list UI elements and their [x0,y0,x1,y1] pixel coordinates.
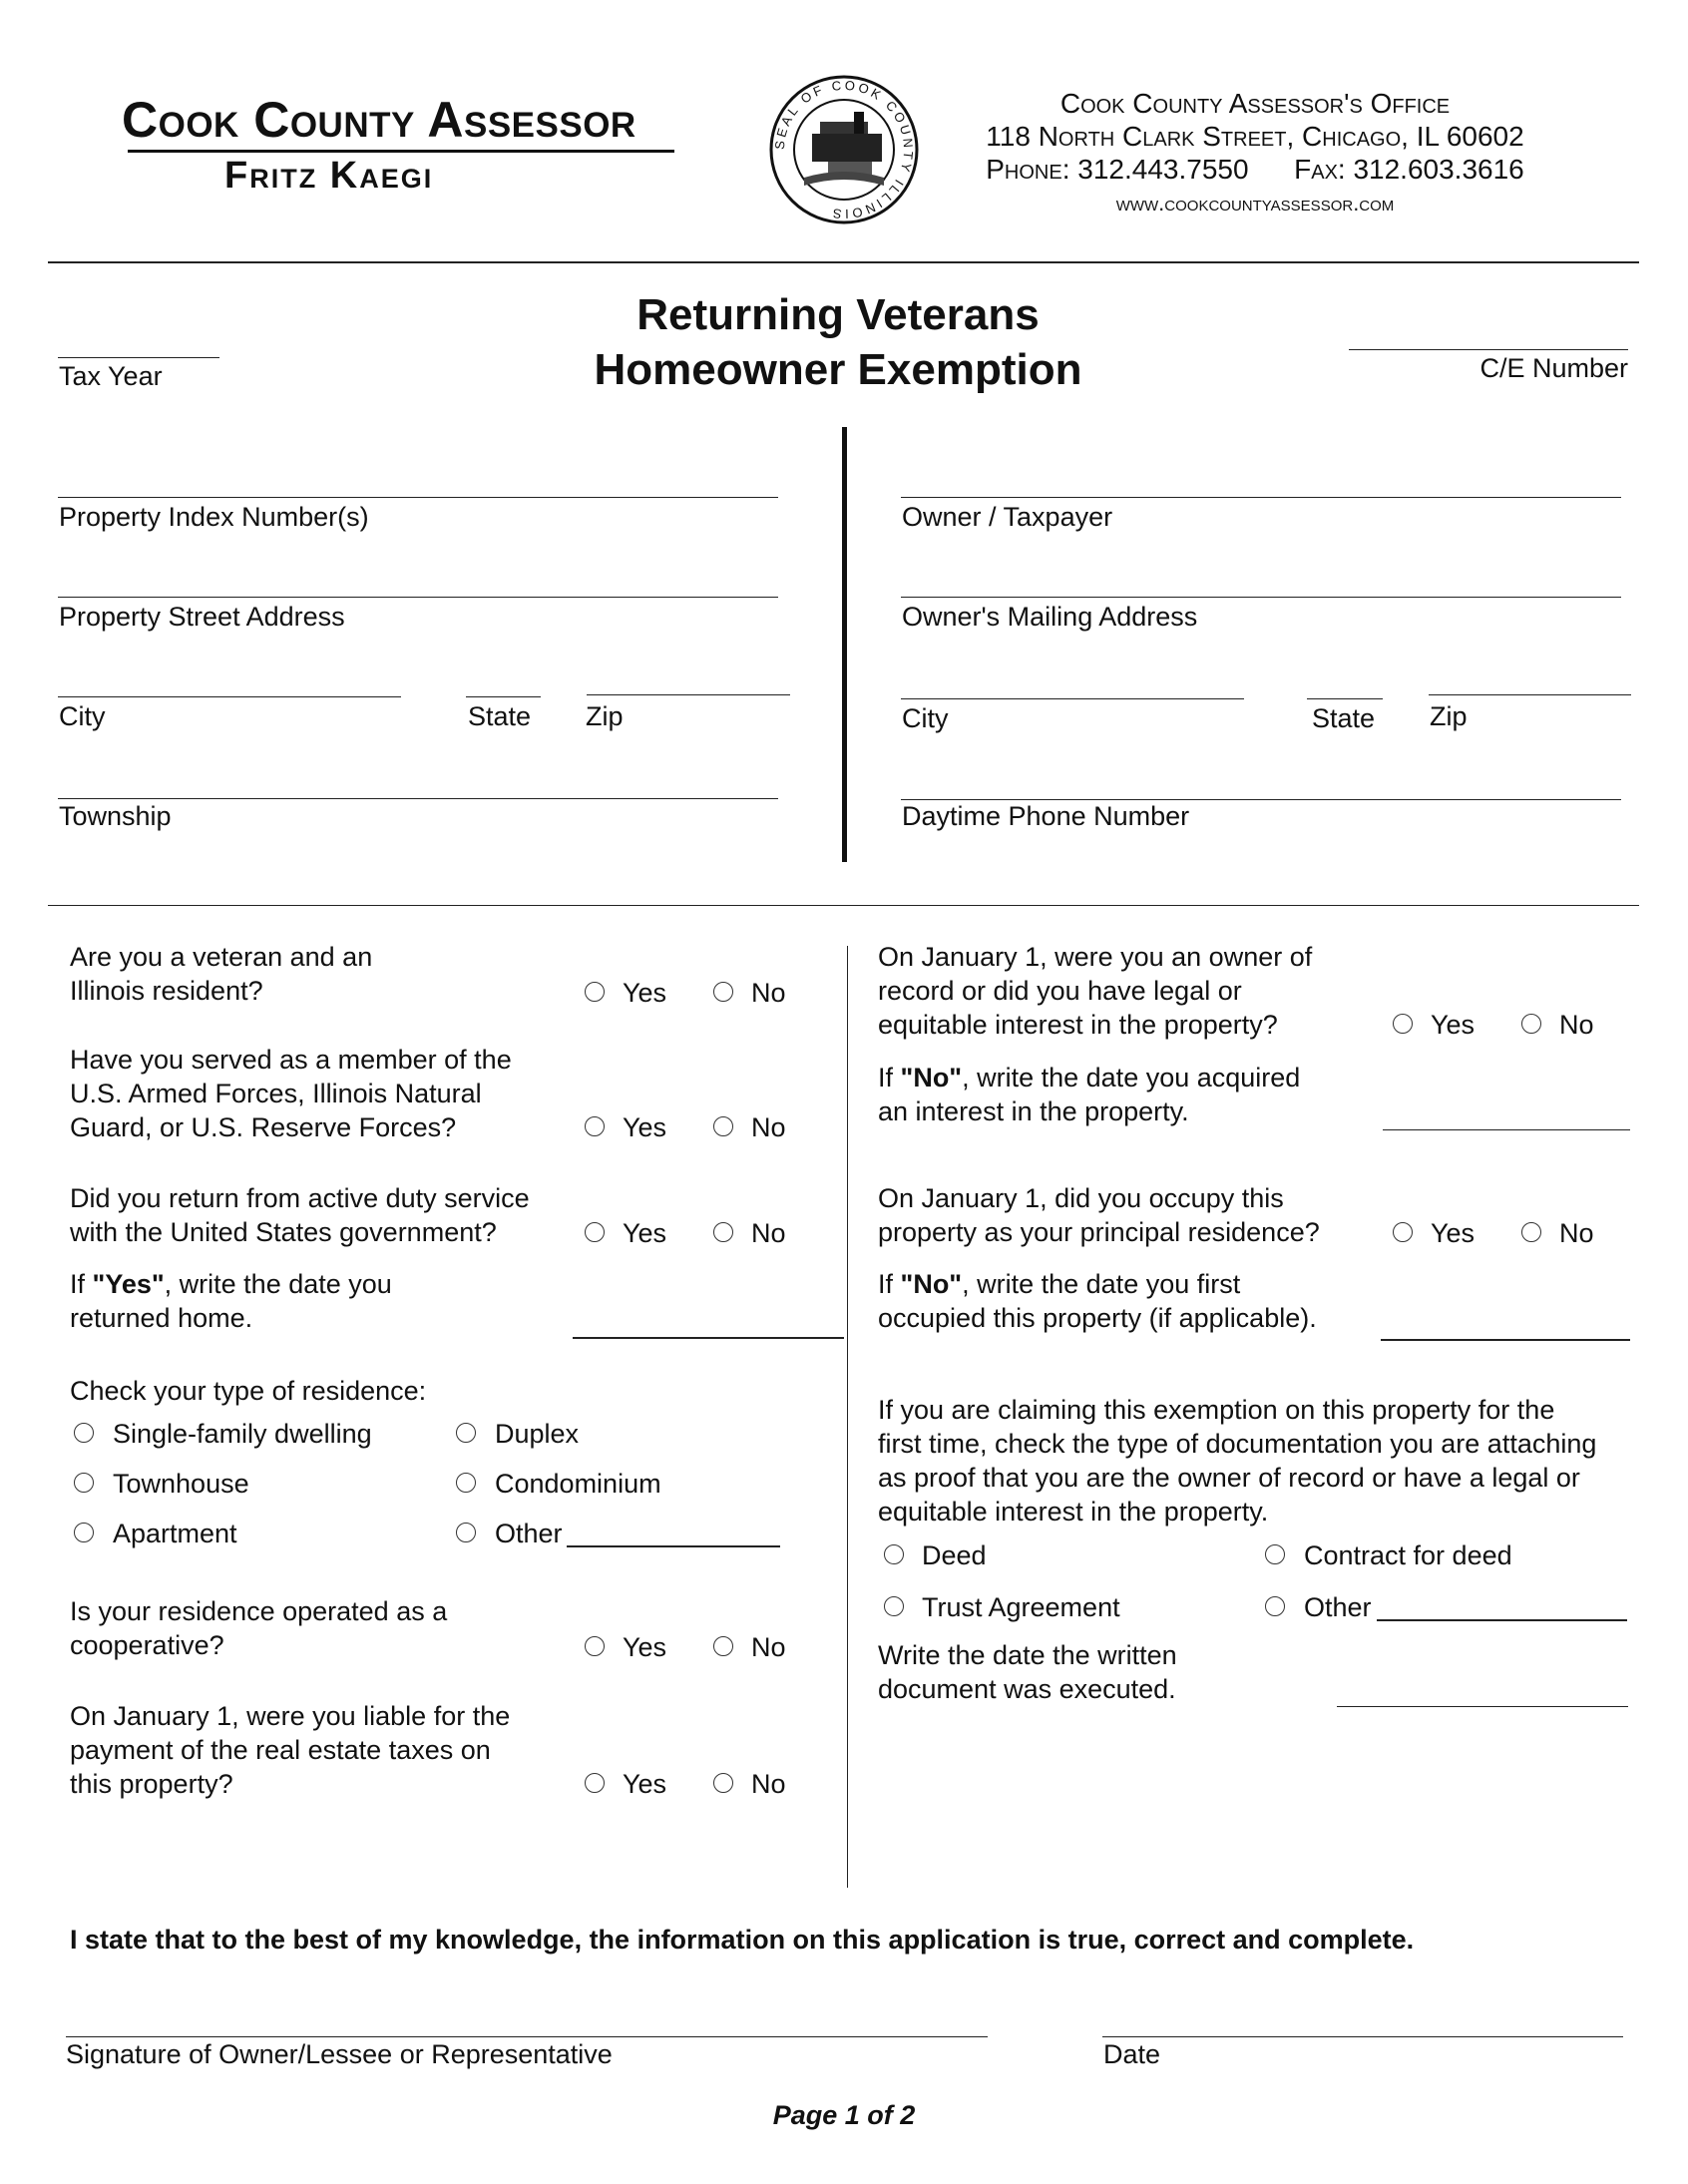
office-fax: Fax: 312.603.3616 [1294,154,1524,185]
q-armed-forces-yes-label: Yes [623,1112,667,1142]
section-divider [48,905,1639,906]
documentation-intro: If you are claiming this exemption on this property for the first time, check the type of documentation you are attaching as proof that you are the owner of record or have a legal or equitable interest in the property. [878,1395,1597,1527]
residence-other-label: Other [495,1519,563,1548]
residence-townhouse-label: Townhouse [113,1469,249,1499]
residence-other-field[interactable] [567,1545,780,1547]
residence-type-label: Check your type of residence: [70,1376,427,1406]
owner-name-field[interactable] [901,497,1621,498]
county-seal [768,74,920,225]
assessor-title: Cook County Assessor [122,92,636,148]
q-cooperative-yes-label: Yes [623,1632,667,1662]
assessor-title-rule [128,150,674,153]
header-divider [48,261,1639,263]
property-zip-label: Zip [586,701,624,731]
seal-text: SEAL OF COOK COUNTY ILLINOIS [771,77,917,222]
owner-phone-field[interactable] [901,799,1621,800]
property-city-label: City [59,701,106,731]
property-zip-field[interactable] [587,694,790,695]
owner-city-field[interactable] [901,698,1244,699]
q-active-duty-followup-post: , write the date you returned home. [70,1269,392,1333]
property-state-label: State [468,701,532,731]
form-title-line2: Homeowner Exemption [594,345,1082,394]
q-veteran-resident-no-label: No [751,978,786,1008]
q-owner-of-record-no-label: No [1559,1010,1594,1040]
township-label: Township [59,801,172,831]
q-liable-taxes-no-label: No [751,1769,786,1799]
q-owner-followup-post: , write the date you acquired an interest in the property. [878,1063,1301,1126]
residence-other-radio[interactable] [456,1523,476,1542]
pin-field[interactable] [58,497,778,498]
q-active-duty-followup-pre: If [70,1269,93,1299]
q-liable-taxes-yes-label: Yes [623,1769,667,1799]
property-street-label: Property Street Address [59,602,345,632]
q-armed-forces: Have you served as a member of the U.S. Armed Forces, Illinois Natural Guard, or U.S. Reserve Forces? [70,1045,512,1142]
owner-state-field[interactable] [1307,698,1383,699]
page-number: Page 1 of 2 [772,2100,916,2130]
q-occupy-followup-post: , write the date you first occupied this property (if applicable). [878,1269,1317,1333]
q-occupy-residence: On January 1, did you occupy this property as your principal residence? [878,1183,1320,1247]
doc-other-label: Other [1304,1592,1372,1622]
residence-condominium-label: Condominium [495,1469,661,1499]
township-field[interactable] [58,798,778,799]
q-active-duty-yes-radio[interactable] [585,1222,605,1242]
owner-phone-label: Daytime Phone Number [902,801,1190,831]
pin-label: Property Index Number(s) [59,502,369,532]
q-owner-followup-pre: If [878,1063,901,1092]
q-active-duty-followup-bold: "Yes" [92,1269,165,1299]
q-owner-of-record-no-radio[interactable] [1521,1014,1541,1034]
doc-other-radio[interactable] [1265,1596,1285,1616]
q-owner-of-record-followup [878,1061,1300,1128]
owner-state-label: State [1312,703,1376,733]
residence-condominium-radio[interactable] [456,1473,476,1493]
residence-duplex-label: Duplex [495,1419,580,1449]
doc-trust-agreement-label: Trust Agreement [922,1592,1120,1622]
q-veteran-resident-yes-radio[interactable] [585,982,605,1002]
q-armed-forces-no-label: No [751,1112,786,1142]
date-field[interactable] [1102,2036,1623,2037]
owner-zip-label: Zip [1430,701,1468,731]
date-label: Date [1103,2039,1161,2069]
residence-single-family-label: Single-family dwelling [113,1419,372,1449]
owner-zip-field[interactable] [1429,694,1631,695]
residence-apartment-label: Apartment [113,1519,237,1548]
q-veteran-resident-yes-label: Yes [623,978,667,1008]
owner-city-label: City [902,703,949,733]
doc-contract-for-deed-label: Contract for deed [1304,1540,1512,1570]
property-street-field[interactable] [58,597,778,598]
doc-deed-radio[interactable] [884,1544,904,1564]
doc-other-field[interactable] [1377,1619,1627,1621]
residence-townhouse-radio[interactable] [74,1473,94,1493]
q-occupy-followup-bold: "No" [900,1269,963,1299]
q-occupy-residence-yes-label: Yes [1431,1218,1476,1248]
q-owner-of-record-yes-label: Yes [1431,1010,1476,1040]
q-active-duty-yes-label: Yes [623,1218,667,1248]
doc-contract-for-deed-radio[interactable] [1265,1544,1285,1564]
owner-mailing-label: Owner's Mailing Address [902,602,1198,632]
q-owner-of-record: On January 1, were you an owner of record or did you have legal or equitable interest in the property? [878,942,1313,1040]
q-cooperative: Is your residence operated as a cooperative? [70,1596,448,1660]
q-cooperative-yes-radio[interactable] [585,1636,605,1656]
q-veteran-resident-no-radio[interactable] [713,982,733,1002]
q-active-duty-no-label: No [751,1218,786,1248]
doc-deed-label: Deed [922,1540,987,1570]
q-cooperative-no-radio[interactable] [713,1636,733,1656]
property-state-field[interactable] [466,696,541,697]
q-occupy-residence-no-label: No [1559,1218,1594,1248]
residence-duplex-radio[interactable] [456,1423,476,1443]
q-active-duty-followup [70,1267,392,1335]
residence-apartment-radio[interactable] [74,1523,94,1542]
q-occupy-followup-pre: If [878,1269,901,1299]
q-occupy-residence-yes-radio[interactable] [1393,1222,1413,1242]
owner-mailing-field[interactable] [901,597,1621,598]
ce-number-label: C/E Number [1479,353,1628,383]
q-liable-taxes-no-radio[interactable] [713,1773,733,1793]
q-active-duty-no-radio[interactable] [713,1222,733,1242]
contact-row [956,154,1554,186]
doc-trust-agreement-radio[interactable] [884,1596,904,1616]
owner-name-label: Owner / Taxpayer [902,502,1113,532]
q-armed-forces-no-radio[interactable] [713,1116,733,1136]
attestation-statement: I state that to the best of my knowledge, the information on this application is true, correct and complete. [70,1925,1415,1955]
q-armed-forces-yes-radio[interactable] [585,1116,605,1136]
office-phone: Phone: 312.443.7550 [986,154,1249,185]
tax-year-field[interactable] [58,357,219,358]
doc-executed-date-label: Write the date the written document was executed. [878,1640,1177,1704]
acquired-date-field[interactable] [1383,1129,1630,1130]
tax-year-label: Tax Year [59,361,163,391]
q-owner-followup-bold: "No" [900,1063,963,1092]
q-liable-taxes: On January 1, were you liable for the payment of the real estate taxes on this property? [70,1701,511,1799]
form-title-line1: Returning Veterans [636,290,1040,339]
return-date-field[interactable] [573,1337,844,1339]
questions-divider [847,946,848,1888]
occupied-date-field[interactable] [1381,1339,1630,1341]
property-city-field[interactable] [58,696,401,697]
ce-number-field[interactable] [1349,349,1628,350]
q-owner-of-record-yes-radio[interactable] [1393,1014,1413,1034]
office-website[interactable]: www.cookcountyassessor.com [1115,191,1395,216]
assessor-name: Fritz Kaegi [224,155,434,197]
signature-label: Signature of Owner/Lessee or Representative [66,2039,613,2069]
office-address: 118 North Clark Street, Chicago, IL 60602 [986,121,1524,152]
q-liable-taxes-yes-radio[interactable] [585,1773,605,1793]
doc-executed-date-field[interactable] [1337,1706,1628,1707]
block-divider [842,427,847,862]
q-cooperative-no-label: No [751,1632,786,1662]
q-occupy-residence-followup [878,1267,1317,1335]
q-veteran-resident: Are you a veteran and an Illinois resident? [70,942,373,1006]
office-name: Cook County Assessor's Office [1059,88,1451,119]
signature-field[interactable] [66,2036,988,2037]
q-occupy-residence-no-radio[interactable] [1521,1222,1541,1242]
residence-single-family-radio[interactable] [74,1423,94,1443]
q-active-duty: Did you return from active duty service with the United States government? [70,1183,530,1247]
